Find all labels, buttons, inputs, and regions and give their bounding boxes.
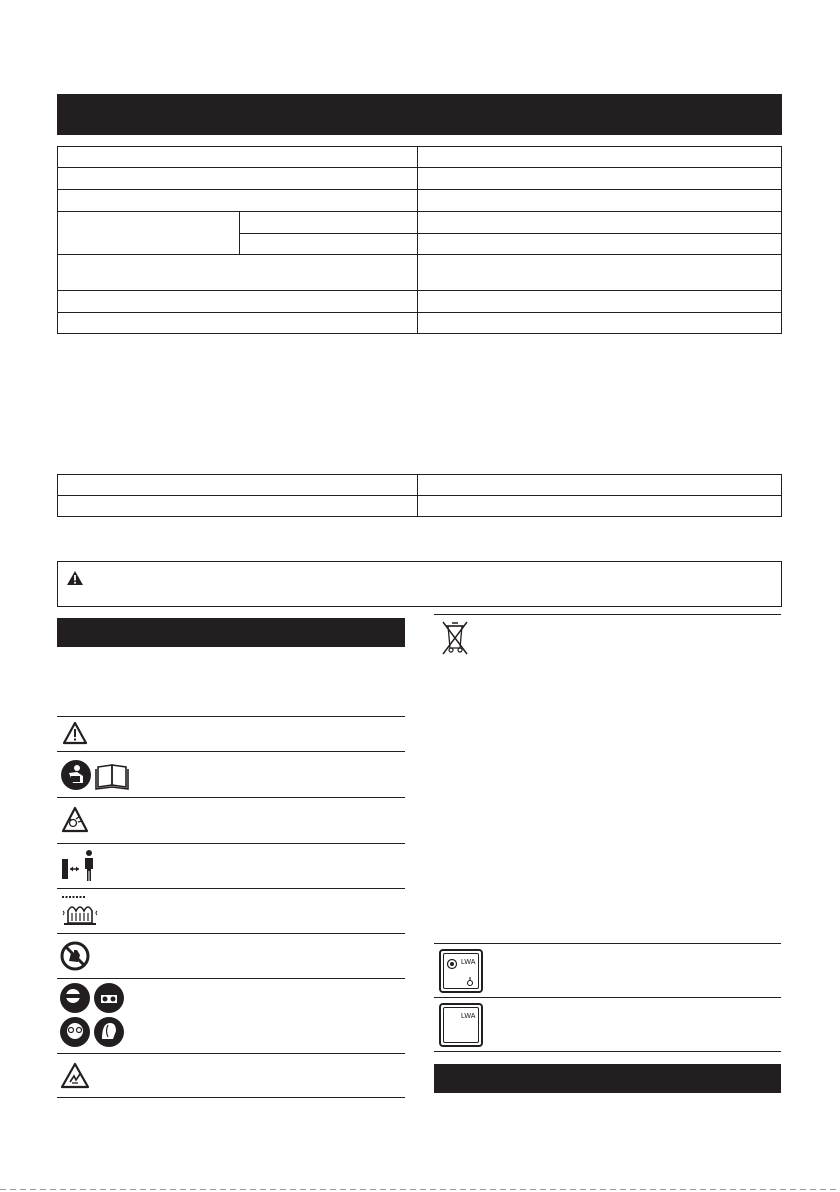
page-bottom-edge: [0, 1189, 840, 1190]
spec-row-divider: [57, 312, 782, 313]
symbol-row-divider: [57, 843, 405, 844]
symbol-row-divider: [57, 1097, 405, 1098]
warning-box: [57, 561, 782, 607]
section-header-bar: [57, 94, 782, 135]
symbol-row-divider: [57, 888, 405, 889]
flying-objects-warning-icon: [61, 806, 89, 834]
right-symbol-divider: [434, 1051, 781, 1052]
spec-subcol-divider: [239, 211, 240, 254]
lwa-mark: LWA: [461, 959, 476, 966]
keep-distance-icon: [60, 849, 100, 883]
spec-row-divider: [57, 189, 782, 190]
spec-col-divider: [417, 146, 418, 334]
sound-power-lwa-icon: [439, 949, 483, 993]
sound-level-lwa-icon: [439, 1003, 483, 1047]
hot-surface-icon: [60, 893, 100, 927]
symbol-row-divider: [57, 933, 405, 934]
spec-row-divider: [239, 233, 782, 234]
warning-triangle-icon: [66, 570, 84, 586]
spec-row-divider: [57, 290, 782, 291]
symbol-row-divider: [57, 978, 405, 979]
right-header-bar: [434, 1064, 781, 1093]
lwa-mark: LWA: [461, 1013, 476, 1020]
symbol-row-divider: [57, 1053, 405, 1054]
crossed-bin-icon: [440, 618, 470, 656]
right-symbol-divider: [434, 997, 781, 998]
spec-row-divider: [57, 167, 782, 168]
small-row-divider: [57, 495, 782, 496]
symbol-row-divider: [57, 797, 405, 798]
symbols-header-bar: [57, 618, 405, 647]
no-hands-icon: [60, 941, 90, 971]
read-manual-icon: [57, 757, 143, 793]
right-symbol-divider: [434, 943, 781, 944]
symbol-row-divider: [57, 716, 405, 717]
cutting-hazard-icon: [60, 1062, 90, 1090]
spec-table: [57, 146, 782, 334]
small-col-divider: [417, 474, 418, 517]
right-symbol-divider: [434, 614, 781, 615]
caution-triangle-icon: [62, 721, 88, 745]
symbol-row-divider: [57, 751, 405, 752]
wear-protection-icons: [58, 981, 128, 1051]
spec-row-divider: [57, 254, 782, 255]
spec-row-divider: [57, 211, 782, 212]
